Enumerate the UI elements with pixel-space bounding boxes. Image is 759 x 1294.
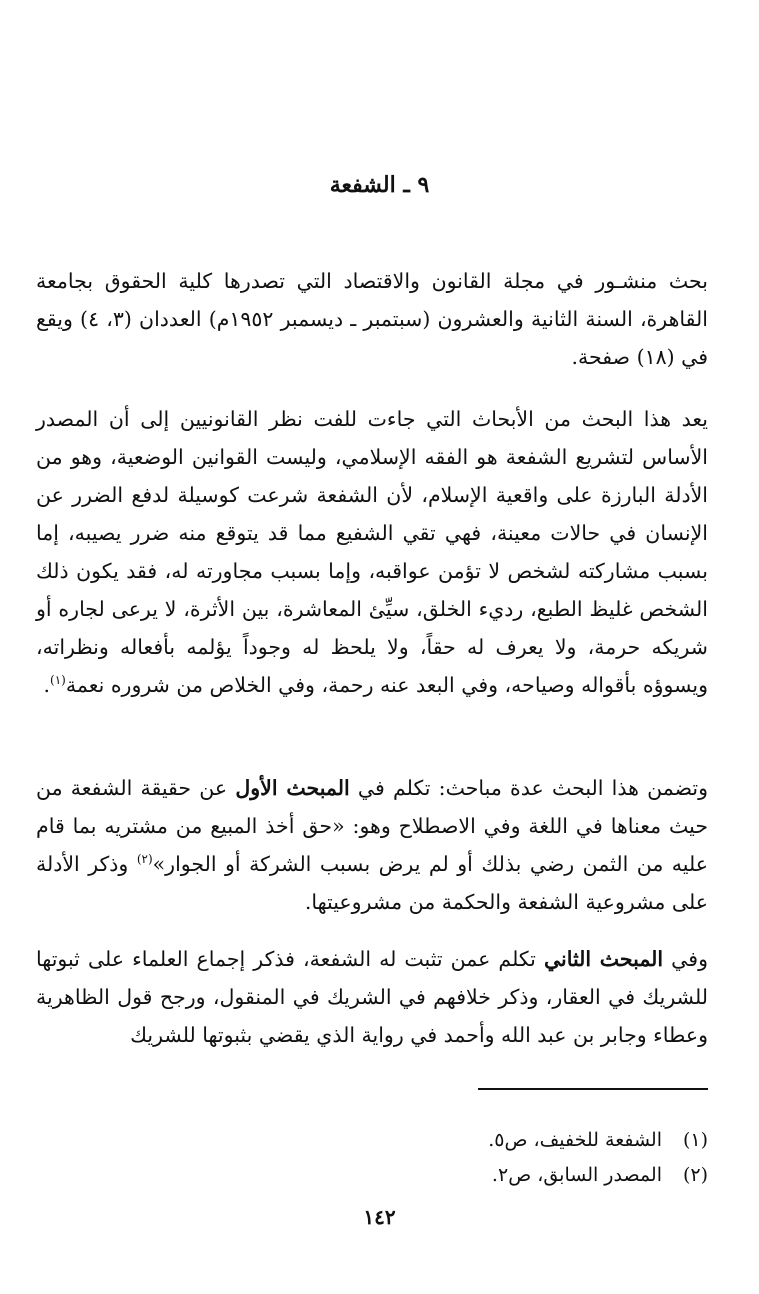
paragraph-text: بحث منشـور في مجلة القانون والاقتصاد التي تصدرها كلية الحقوق بجامعة القاهرة، السنة الثانية والعشرون (سبتمبر ـ ديسمبر ١٩٥٢م) العددان (٣، ٤) ويقع في (١٨) صفحة. — [36, 269, 708, 369]
second-topic-label: المبحث الثاني — [543, 947, 664, 971]
paragraph-first-topic — [36, 769, 708, 921]
footnote-2 — [40, 1160, 708, 1190]
paragraph-end: . — [43, 673, 51, 697]
first-topic-label: المبحث الأول — [235, 776, 350, 800]
paragraph-text: يعد هذا البحث من الأبحاث التي جاءت للفت نظر القانونيين إلى أن المصدر الأساس لتشريع الشفعة هو الفقه الإسلامي، وليست القوانين الوضعية، وهو من الأدلة البارزة على واقعية الإسلام، لأن الشفعة شرعت كوسيلة لدفع الضرر عن الإنسان في حالات معينة، فهي تقي الشفيع مما قد يتوقع منه ضرر يصيبه، إما بسبب مشاركته لشخص لا تؤمن عواقبه، وإما بسبب مجاورته له، فقد يكون ذلك الشخص غليظ الطبع، رديء الخلق، سيِّئ المعاشرة، بين الأثرة، لا يرعى لجاره أو شريكه حرمة، ولا يعرف له حقاً، ولا يلحظ له وجوداً يؤلمه بأفعاله ونظراته، ويسوؤه بأقواله وصياحه، وفي البعد عنه رحمة، وفي الخلاص من شروره نعمة — [36, 407, 708, 697]
footnote-ref-2[interactable]: (٢) — [136, 852, 153, 867]
paragraph-summary — [36, 400, 708, 704]
footnote-text: المصدر السابق، ص٢. — [491, 1164, 662, 1186]
footnote-separator — [478, 1088, 708, 1090]
page-number: ١٤٢ — [363, 1205, 396, 1229]
paragraph-publication-info — [36, 262, 708, 376]
section-heading: ٩ ـ الشفعة — [329, 172, 430, 198]
footnote-ref-1[interactable]: (١) — [50, 673, 66, 688]
footnote-text: الشفعة للخفيف، ص٥. — [488, 1129, 662, 1151]
footnote-number: (٢) — [682, 1164, 708, 1186]
footnote-number: (١) — [682, 1129, 708, 1151]
paragraph-text: عن حقيقة الشفعة من حيث معناها في اللغة وفي الاصطلاح وهو: «حق أخذ المبيع من مشتريه بما قام عليه من الثمن رضي بذلك أو لم يرض بسبب الشركة أو الجوار» — [36, 776, 709, 876]
paragraph-end: وذكر الأدلة على مشروعية الشفعة والحكمة من مشروعيتها. — [36, 852, 708, 914]
paragraph-text-start: وفي — [663, 947, 708, 971]
paragraph-text: تكلم عمن تثبت له الشفعة، فذكر إجماع العلماء على ثبوتها للشريك في العقار، وذكر خلافهم في الشريك في المنقول، ورجح قول الظاهرية وعطاء وجابر بن عبد الله وأحمد في رواية الذي يقضي بثبوتها للشريك — [36, 947, 708, 1047]
paragraph-second-topic — [36, 940, 708, 1054]
footnote-1 — [40, 1125, 708, 1155]
paragraph-text-start: وتضمن هذا البحث عدة مباحث: تكلم في — [349, 776, 708, 800]
